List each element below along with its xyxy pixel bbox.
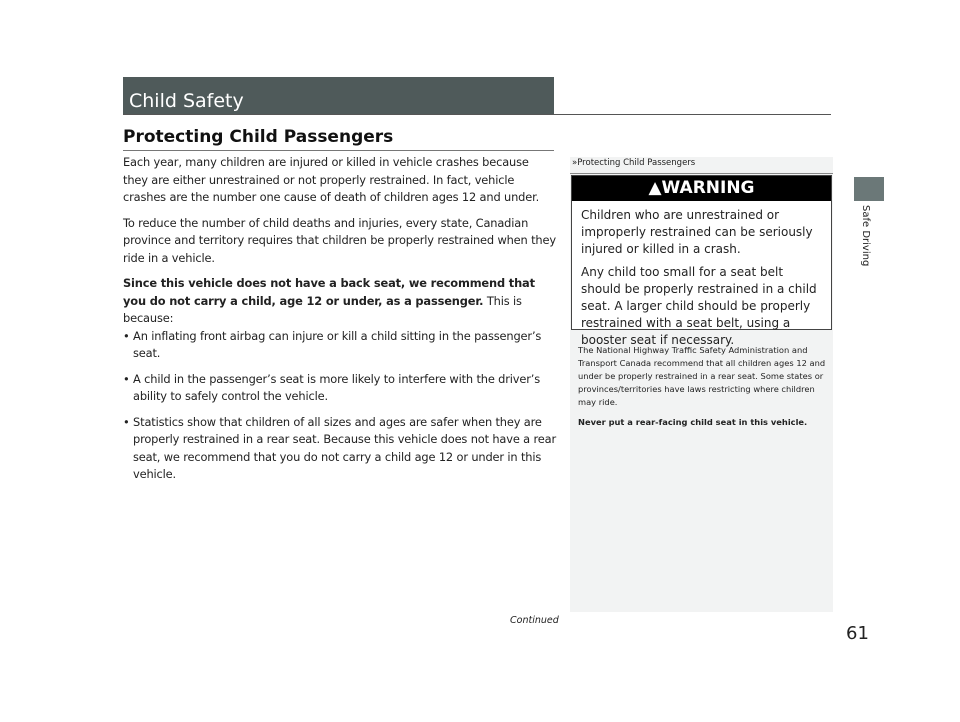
chapter-tab xyxy=(854,177,884,201)
page-heading: Protecting Child Passengers xyxy=(123,127,394,147)
continued-label: Continued xyxy=(510,615,559,626)
bold-suffix: This is because: xyxy=(123,293,522,325)
paragraph xyxy=(123,275,556,328)
bullet-text: Statistics show that children of all sizes and ages are safer when they are properly restrained in a rear seat. Because this vehicle does not have a rear seat, we recommend that you do not carry a child age 12 or under in this vehicle. xyxy=(133,414,556,481)
bullet-item: • Statistics show that children of all sizes and ages are safer when they are properly restrained in a rear seat. Because this vehicle does not have a rear seat, we recommend that you do not carry a child age 12 or under in this vehicle. xyxy=(123,414,556,481)
warning-text: Any child too small for a seat belt should be properly restrained in a child seat. A larger child should be properly restrained with a seat belt, using a booster seat if necessary. xyxy=(581,265,817,347)
page-number: 61 xyxy=(846,623,869,644)
warning-triangle-icon: ▲ xyxy=(648,178,662,198)
paragraph: To reduce the number of child deaths and injuries, every state, Canadian province and territory requires that children be properly restrained when they ride in a vehicle. xyxy=(123,215,556,265)
section-title-bar: Child Safety xyxy=(123,77,554,115)
warning-text: Children who are unrestrained or improperly restrained can be seriously injured or killed in a crash. xyxy=(581,208,813,256)
sidebar-bold-note: Never put a rear-facing child seat in this vehicle. xyxy=(578,417,808,427)
divider xyxy=(123,114,831,115)
paragraph: Each year, many children are injured or killed in vehicle crashes because they are either unrestrained or not properly restrained. In fact, vehicle crashes are the number one cause of death of children ages 12 and under. xyxy=(123,155,540,204)
sidebar-title-text: Protecting Child Passengers xyxy=(577,158,696,168)
sidebar-title xyxy=(570,157,833,174)
bold-statement: Since this vehicle does not have a back seat, we recommend that you do not carry a child, age 12 or under, as a passenger. xyxy=(123,276,535,308)
bullet-item: • A child in the passenger’s seat is more likely to interfere with the driver’s ability to safely control the vehicle. xyxy=(123,371,541,403)
main-text xyxy=(123,154,556,492)
warning-box xyxy=(571,175,832,347)
heading-underline xyxy=(123,150,554,151)
bullet-item: • An inflating front airbag can injure or kill a child sitting in the passenger’s seat. xyxy=(123,328,542,360)
bullet-text: A child in the passenger’s seat is more likely to interfere with the driver’s ability to safely control the vehicle. xyxy=(133,371,541,403)
warning-label: WARNING xyxy=(661,178,755,198)
sidebar-note: The National Highway Traffic Safety Administration and Transport Canada recommend that all children ages 12 and under be properly restrained in a rear seat. Some states or provinces/territories have laws restricting where children may ride. xyxy=(578,345,826,407)
bullet-text: An inflating front airbag can injure or kill a child sitting in the passenger’s seat. xyxy=(133,328,542,360)
reference-icon: » xyxy=(572,158,578,168)
sidebar-body xyxy=(578,344,828,436)
chapter-tab-label: Safe Driving xyxy=(860,205,871,267)
warning-header xyxy=(572,176,831,201)
